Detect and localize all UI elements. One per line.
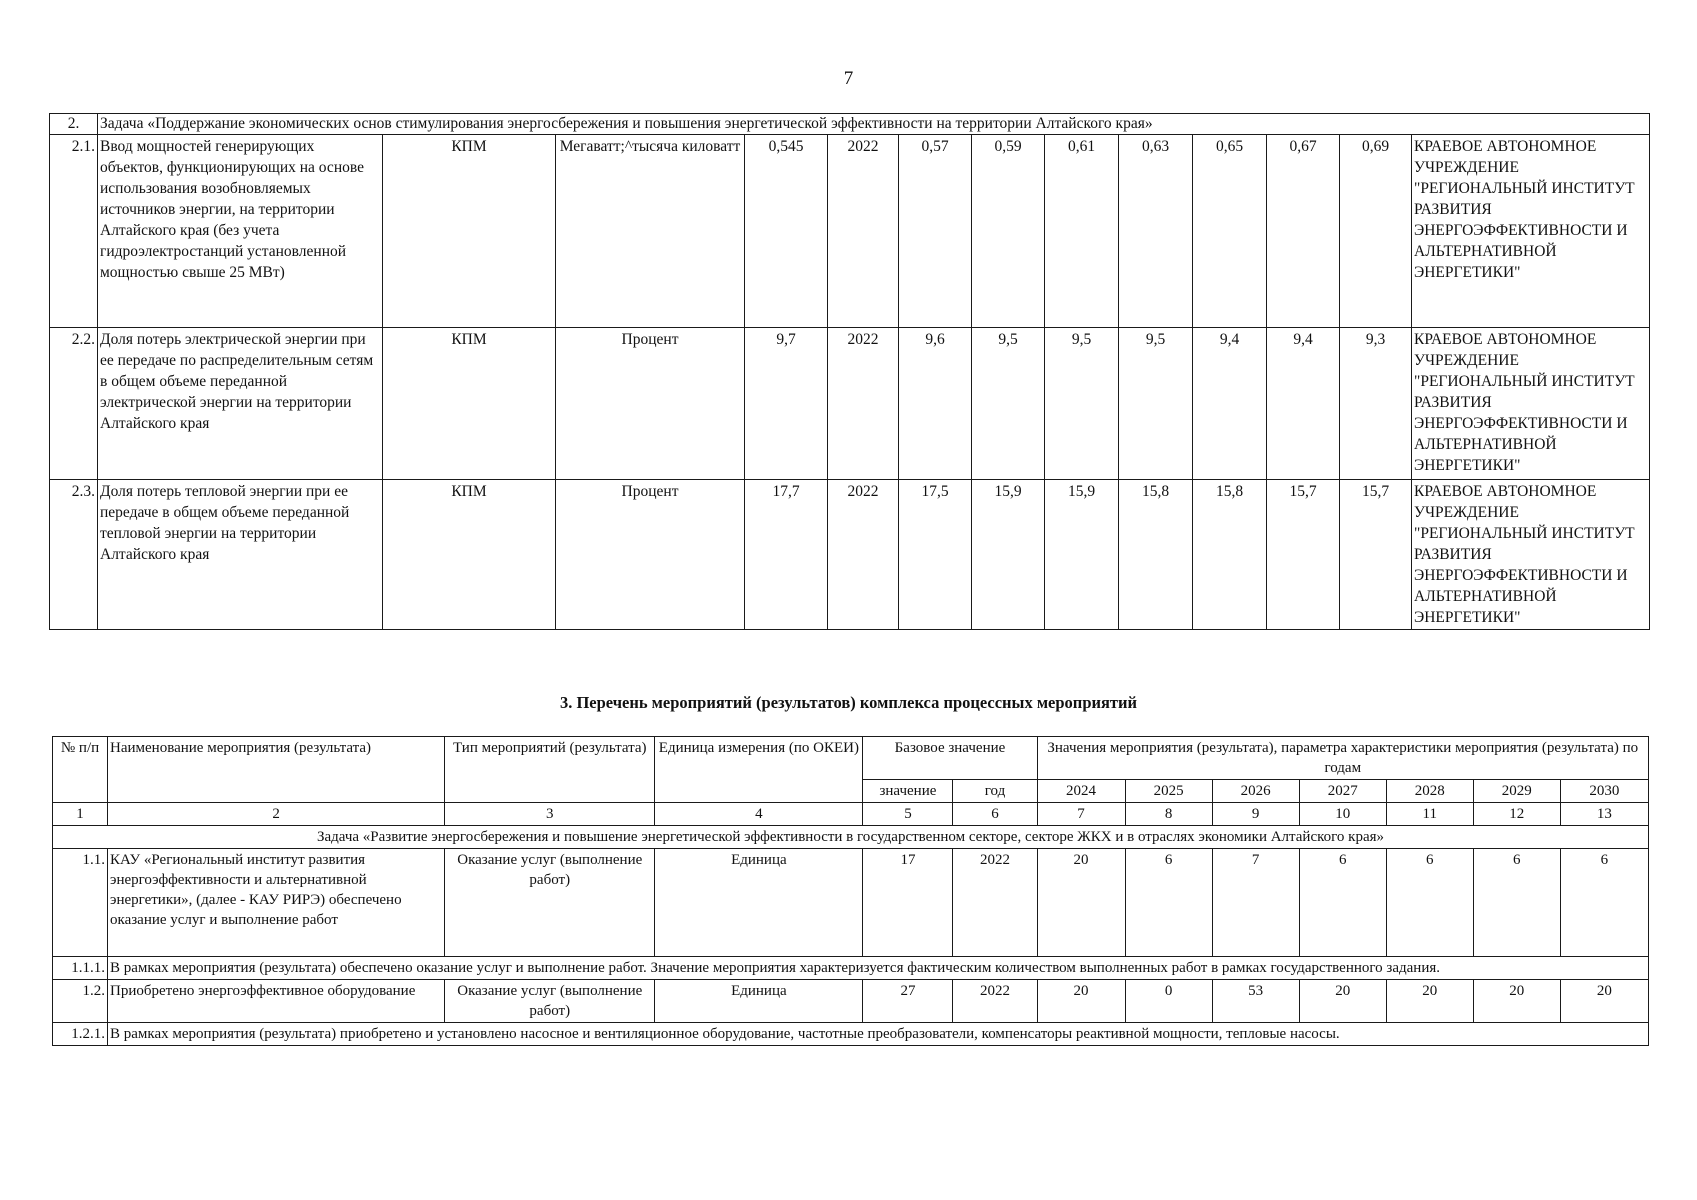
unit: Процент xyxy=(556,328,745,480)
year-value: 0 xyxy=(1125,980,1212,1023)
column-number: 10 xyxy=(1299,803,1386,826)
value-2028: 9,4 xyxy=(1193,328,1267,480)
table-row xyxy=(50,135,1650,328)
row-number: 2.3. xyxy=(50,480,98,630)
header-unit: Единица измерения (по ОКЕИ) xyxy=(655,737,863,803)
header-year: 2026 xyxy=(1212,780,1299,803)
value-2030: 9,3 xyxy=(1340,328,1412,480)
value-2030: 15,7 xyxy=(1340,480,1412,630)
task-number: 2. xyxy=(50,114,98,135)
base-value: 0,545 xyxy=(745,135,828,328)
base-value: 17,7 xyxy=(745,480,828,630)
table-row xyxy=(50,480,1650,630)
measure-type: Оказание услуг (выполнение работ) xyxy=(445,849,655,957)
value-2026: 0,61 xyxy=(1045,135,1119,328)
value-2024: 9,6 xyxy=(899,328,972,480)
column-number: 12 xyxy=(1473,803,1560,826)
responsible: КРАЕВОЕ АВТОНОМНОЕ УЧРЕЖДЕНИЕ "РЕГИОНАЛЬНЫЙ ИНСТИТУТ РАЗВИТИЯ ЭНЕРГОЭФФЕКТИВНОСТИ И АЛЬТЕРНАТИВНОЙ ЭНЕРГЕТИКИ" xyxy=(1412,328,1650,480)
year-value: 20 xyxy=(1299,980,1386,1023)
column-number: 9 xyxy=(1212,803,1299,826)
value-2026: 9,5 xyxy=(1045,328,1119,480)
unit: Мегаватт;^тысяча киловатт xyxy=(556,135,745,328)
year-value: 20 xyxy=(1473,980,1560,1023)
table-row xyxy=(53,980,1649,1023)
value-2028: 15,8 xyxy=(1193,480,1267,630)
base-year: 2022 xyxy=(828,135,899,328)
header-base-value: значение xyxy=(863,780,953,803)
task-row xyxy=(53,826,1649,849)
measure-name: КАУ «Региональный институт развития энергоэффективности и альтернативной энергетики», (далее - КАУ РИРЭ) обеспечено оказание услуг и выполнение работ xyxy=(108,849,445,957)
base-year: 2022 xyxy=(828,480,899,630)
year-value: 6 xyxy=(1473,849,1560,957)
note-text: В рамках мероприятия (результата) обеспечено оказание услуг и выполнение работ. Значение мероприятия характеризуется фактическим количеством выполненных работ в рамках государственного задания. xyxy=(108,957,1649,980)
indicator-name: Доля потерь тепловой энергии при ее передаче в общем объеме переданной тепловой энергии на территории Алтайского края xyxy=(98,480,383,630)
task-row xyxy=(50,114,1650,135)
year-value: 6 xyxy=(1560,849,1648,957)
indicator-type: КПМ xyxy=(383,480,556,630)
column-number: 1 xyxy=(53,803,108,826)
header-year: 2029 xyxy=(1473,780,1560,803)
base-year: 2022 xyxy=(953,849,1037,957)
base-year: 2022 xyxy=(828,328,899,480)
header-year: 2027 xyxy=(1299,780,1386,803)
year-value: 6 xyxy=(1299,849,1386,957)
task-text-content: Задача «Развитие энергосбережения и повышение энергетической эффективности в государственном секторе, секторе ЖКХ и в отраслях экономики Алтайского края» xyxy=(316,829,1385,845)
header-name: Наименование мероприятия (результата) xyxy=(108,737,445,803)
table-row xyxy=(53,849,1649,957)
value-2025: 9,5 xyxy=(972,328,1045,480)
year-value: 6 xyxy=(1386,849,1473,957)
column-number: 7 xyxy=(1037,803,1125,826)
unit: Единица xyxy=(655,980,863,1023)
column-number: 6 xyxy=(953,803,1037,826)
section-title: 3. Перечень мероприятий (результатов) комплекса процессных мероприятий xyxy=(559,693,1138,712)
header-base: Базовое значение xyxy=(863,737,1037,780)
year-value: 20 xyxy=(1386,980,1473,1023)
year-value: 6 xyxy=(1125,849,1212,957)
value-2029: 9,4 xyxy=(1267,328,1340,480)
row-number: 1.1. xyxy=(53,849,108,957)
value-2029: 15,7 xyxy=(1267,480,1340,630)
header-year: 2030 xyxy=(1560,780,1648,803)
responsible: КРАЕВОЕ АВТОНОМНОЕ УЧРЕЖДЕНИЕ "РЕГИОНАЛЬНЫЙ ИНСТИТУТ РАЗВИТИЯ ЭНЕРГОЭФФЕКТИВНОСТИ И АЛЬТЕРНАТИВНОЙ ЭНЕРГЕТИКИ" xyxy=(1412,480,1650,630)
note-number: 1.1.1. xyxy=(53,957,108,980)
measure-name: Приобретено энергоэффективное оборудование xyxy=(108,980,445,1023)
header-values: Значения мероприятия (результата), параметра характеристики мероприятия (результата) по годам xyxy=(1037,737,1648,780)
value-2027: 9,5 xyxy=(1119,328,1193,480)
base-value: 9,7 xyxy=(745,328,828,480)
measure-type: Оказание услуг (выполнение работ) xyxy=(445,980,655,1023)
base-year: 2022 xyxy=(953,980,1037,1023)
column-numbers-row xyxy=(53,803,1649,826)
indicator-name: Доля потерь электрической энергии при ее передаче по распределительным сетям в общем объеме переданной электрической энергии на территории Алтайского края xyxy=(98,328,383,480)
header-num: № п/п xyxy=(53,737,108,803)
value-2029: 0,67 xyxy=(1267,135,1340,328)
year-value: 20 xyxy=(1037,849,1125,957)
value-2025: 0,59 xyxy=(972,135,1045,328)
year-value: 20 xyxy=(1037,980,1125,1023)
header-year: 2028 xyxy=(1386,780,1473,803)
indicator-type: КПМ xyxy=(383,328,556,480)
row-number: 1.2. xyxy=(53,980,108,1023)
value-2024: 0,57 xyxy=(899,135,972,328)
year-value: 20 xyxy=(1560,980,1648,1023)
header-base-year: год xyxy=(953,780,1037,803)
header-year: 2024 xyxy=(1037,780,1125,803)
column-number: 4 xyxy=(655,803,863,826)
note-text: В рамках мероприятия (результата) приобретено и установлено насосное и вентиляционное оборудование, частотные преобразователи, компенсаторы реактивной мощности, тепловые насосы. xyxy=(108,1023,1649,1046)
value-2027: 15,8 xyxy=(1119,480,1193,630)
year-value: 53 xyxy=(1212,980,1299,1023)
indicator-name: Ввод мощностей генерирующих объектов, функционирующих на основе использования возобновляемых источников энергии, на территории Алтайского края (без учета гидроэлектростанций установленной мощностью свыше 25 МВт) xyxy=(98,135,383,328)
value-2028: 0,65 xyxy=(1193,135,1267,328)
indicators-table xyxy=(49,113,1650,630)
year-value: 7 xyxy=(1212,849,1299,957)
value-2025: 15,9 xyxy=(972,480,1045,630)
header-year: 2025 xyxy=(1125,780,1212,803)
value-2027: 0,63 xyxy=(1119,135,1193,328)
value-2026: 15,9 xyxy=(1045,480,1119,630)
header-row xyxy=(53,737,1649,780)
value-2030: 0,69 xyxy=(1340,135,1412,328)
value-2024: 17,5 xyxy=(899,480,972,630)
table-row xyxy=(50,328,1650,480)
row-number: 2.2. xyxy=(50,328,98,480)
column-number: 5 xyxy=(863,803,953,826)
task-text: Задача «Поддержание экономических основ стимулирования энергосбережения и повышения энергетической эффективности на территории Алтайского края» xyxy=(98,114,1650,135)
indicator-type: КПМ xyxy=(383,135,556,328)
column-number: 3 xyxy=(445,803,655,826)
base-value: 27 xyxy=(863,980,953,1023)
note-row xyxy=(53,1023,1649,1046)
page-number: 7 xyxy=(843,68,854,89)
base-value: 17 xyxy=(863,849,953,957)
unit: Процент xyxy=(556,480,745,630)
responsible: КРАЕВОЕ АВТОНОМНОЕ УЧРЕЖДЕНИЕ "РЕГИОНАЛЬНЫЙ ИНСТИТУТ РАЗВИТИЯ ЭНЕРГОЭФФЕКТИВНОСТИ И АЛЬТЕРНАТИВНОЙ ЭНЕРГЕТИКИ" xyxy=(1412,135,1650,328)
note-number: 1.2.1. xyxy=(53,1023,108,1046)
row-number: 2.1. xyxy=(50,135,98,328)
column-number: 13 xyxy=(1560,803,1648,826)
column-number: 2 xyxy=(108,803,445,826)
column-number: 8 xyxy=(1125,803,1212,826)
task-text xyxy=(53,826,1649,849)
header-type: Тип мероприятий (результата) xyxy=(445,737,655,803)
unit: Единица xyxy=(655,849,863,957)
measures-table xyxy=(52,736,1649,1046)
column-number: 11 xyxy=(1386,803,1473,826)
note-row xyxy=(53,957,1649,980)
